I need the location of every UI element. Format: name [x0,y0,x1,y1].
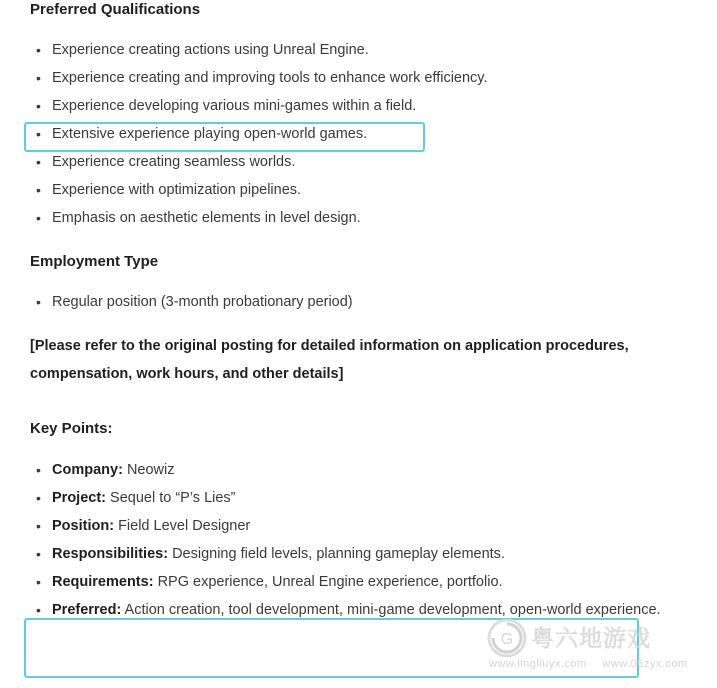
list-item [30,456,699,484]
key-label: Project: [52,490,106,506]
key-value: Neowiz [126,462,175,478]
key-value: Sequel to “P’s Lies” [110,490,236,506]
employment-type-heading: Employment Type [30,253,159,270]
list-item [30,484,699,512]
key-points-heading: Key Points: [30,420,113,437]
svg-text:G: G [500,631,514,648]
list-item: • Experience creating and improving tools to enhance work efficiency. [30,64,699,92]
preferred-qualifications-list [30,36,699,232]
employment-type-list [30,288,699,316]
list-item: • Experience developing various mini-games within a field. [30,92,699,120]
list-item: • Regular position (3-month probationary period) [30,288,699,316]
key-value: RPG experience, Unreal Engine experience, portfolio. [157,574,503,590]
site-logo-icon [487,618,527,658]
key-label: Responsibilities: [52,546,169,562]
key-label: Requirements: [52,574,154,590]
watermark-title: 粤六地游戏 [531,625,651,651]
preferred-qualifications-heading: Preferred Qualifications [30,1,201,18]
watermark-url-2: www.06zyx.com [602,658,688,670]
watermark [487,616,709,682]
key-label: Company: [52,462,123,478]
list-item [30,568,699,596]
list-item: • Experience with optimization pipelines. [30,176,699,204]
list-item: • Experience creating seamless worlds. [30,148,699,176]
list-item: • Experience creating actions using Unreal Engine. [30,36,699,64]
key-points-list [30,456,699,624]
key-value: Field Level Designer [118,518,251,534]
key-value: Designing field levels, planning gameplay elements. [172,546,505,562]
watermark-url-1: www.lingliuyx.com [489,658,587,670]
list-item [30,596,699,624]
key-label: Preferred: [52,602,122,618]
original-posting-note: [Please refer to the original posting for detailed information on application procedures, compensation, work hours, and other details] [30,338,629,382]
list-item [30,540,699,568]
key-value: Action creation, tool development, mini-game development, open-world experience. [124,602,661,618]
key-label: Position: [52,518,115,534]
watermark-urls [489,658,700,670]
highlight-box-preferred [24,618,639,678]
list-item: • Extensive experience playing open-world games. [30,120,699,148]
list-item [30,512,699,540]
list-item: • Emphasis on aesthetic elements in level design. [30,204,699,232]
